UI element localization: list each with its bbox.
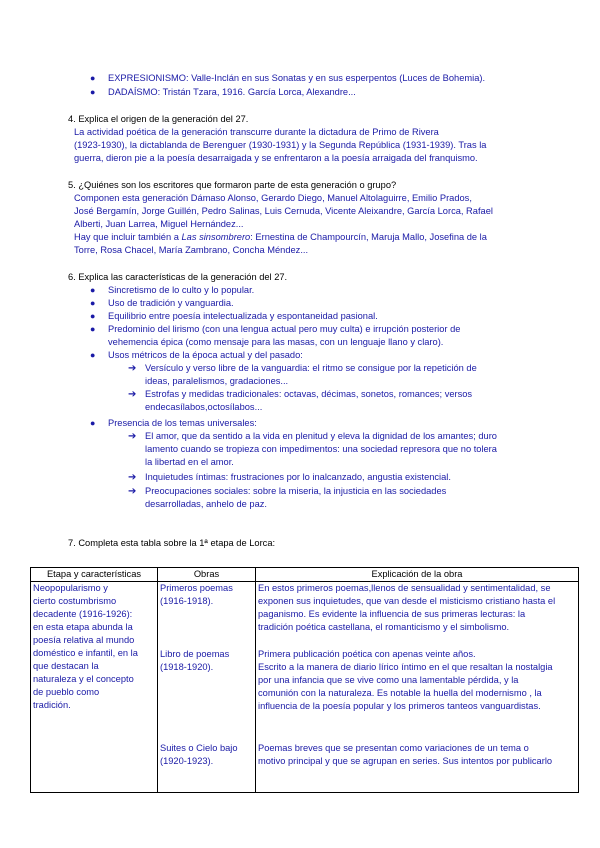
q6-bullet: Presencia de los temas universales: [108,418,257,428]
bullet-dot: ● [90,87,96,97]
explanation-line: influencia de la poesía popular y los primeros tanteos vanguardistas. [258,701,541,711]
q6-sub-bullet: Inquietudes íntimas: frustraciones por lo inalcanzado, angustia existencial. [145,472,451,482]
work-years: (1918-1920). [160,662,214,672]
q6-sub-bullet-cont: endecasílabos,octosílabos... [145,402,263,412]
answer-5-line: José Bergamín, Jorge Guillén, Pedro Salinas, Luis Cernuda, Vicente Aleixandre, García Lorca, Rafael [74,206,493,216]
extra-prefix: Hay que incluir también a [74,232,182,242]
explanation-cell [256,582,579,641]
work-cell [158,582,256,641]
header-etapa: Etapa y características [31,568,158,582]
question-7: 7. Completa esta tabla sobre la 1ª etapa de Lorca: [68,538,276,548]
explanation-line: Primera publicación poética con apenas veinte años. [258,649,476,659]
lorca-table [30,567,579,793]
q6-bullet: Predominio del lirismo (con una lengua actual pero muy culta) e irrupción posterior de [108,324,461,334]
extra-rest: : Ernestina de Champourcín, Maruja Mallo, Josefina de la [250,232,487,242]
work-cell [158,640,256,732]
explanation-line: motivo principal y que se agrupan en series. Sus intentos por publicarlo [258,756,553,766]
explanation-cell [256,732,579,793]
answer-5-extra [74,231,487,244]
explanation-line: En estos primeros poemas,llenos de sensualidad y sentimentalidad, se [258,583,551,593]
bullet-dot: ● [90,285,96,295]
explanation-line: tradición poética castellana, el romanticismo y el simbolismo. [258,622,510,632]
intro-bullet-expresionismo: EXPRESIONISMO: Valle-Inclán en sus Sonatas y en sus esperpentos (Luces de Bohemia). [108,73,486,83]
header-obras: Obras [158,568,256,582]
q6-sub-bullet: Preocupaciones sociales: sobre la miseria, la injusticia en las sociedades [145,486,447,496]
bullet-dot: ● [90,350,96,360]
stage-line: que destacan la [33,661,99,671]
work-title: Primeros poemas [160,583,233,593]
intro-bullet-dadaismo: DADAÍSMO: Tristán Tzara, 1916. García Lorca, Alexandre... [108,87,356,97]
bullet-dot: ● [90,324,96,334]
work-years: (1920-1923). [160,756,214,766]
stage-line: en esta etapa abunda la [33,622,133,632]
q6-bullet: Sincretismo de lo culto y lo popular. [108,285,255,295]
las-sinsombrero: Las sinsombrero [181,232,251,242]
bullet-dot: ● [90,418,96,428]
answer-4-line: guerra, dieron pie a la poesía desarraigada y se enfrentaron a la poesía arraigada del franquismo. [74,153,478,163]
q6-sub-bullet-cont: lamento cuando se tropieza con impedimentos: una sociedad represora que no tolera [145,444,497,454]
answer-4-line: La actividad poética de la generación transcurre durante la dictadura de Primo de Rivera [74,127,439,137]
stage-line: cierto costumbrismo [33,596,117,606]
arrow-icon: ➔ [128,389,137,400]
explanation-line: paganismo. Es evidente la influencia de sus primeras lecturas: la [258,609,526,619]
q6-sub-bullet-cont: desarrolladas, anhelo de paz. [145,499,267,509]
question-4: 4. Explica el origen de la generación del 27. [68,114,249,124]
explanation-line: por una infancia que se vive como una lamentable pérdida, y la [258,675,519,685]
explanation-line: Poemas breves que se presentan como variaciones de un tema o [258,743,529,753]
header-explicacion: Explicación de la obra [256,568,579,582]
answer-4-line: (1923-1930), la dictablanda de Berenguer (1930-1931) y la Segunda República (1931-1939). Tras la [74,140,487,150]
answer-5-extra-line2: Torre, Rosa Chacel, María Zambrano, Concha Méndez... [74,245,309,255]
stage-line: doméstico e infantil, en la [33,648,138,658]
stage-cell [31,582,158,793]
stage-line: de pueblo como [33,687,100,697]
stage-line: Neopopularismo y [33,583,108,593]
explanation-line: comunión con la naturaleza. Es notable la huella del modernismo , la [258,688,542,698]
answer-5-line: Alberti, Juan Larrea, Miguel Hernández... [74,219,244,229]
bullet-dot: ● [90,311,96,321]
work-cell [158,732,256,793]
arrow-icon: ➔ [128,363,137,374]
answer-5-line: Componen esta generación Dámaso Alonso, Gerardo Diego, Manuel Altolaguirre, Emilio Prados, [74,193,472,203]
explanation-cell [256,640,579,732]
bullet-dot: ● [90,298,96,308]
table-row [31,582,579,641]
arrow-icon: ➔ [128,486,137,497]
stage-line: poesía relativa al mundo [33,635,135,645]
q6-bullet: Equilibrio entre poesía intelectualizada y espontaneidad pasional. [108,311,378,321]
q6-bullet: Usos métricos de la época actual y del pasado: [108,350,303,360]
q6-bullet-cont: vehemencia épica (como mensaje para las masas, con un lenguaje llano y claro). [108,337,444,347]
q6-sub-bullet: Estrofas y medidas tradicionales: octavas, décimas, sonetos, romances; versos [145,389,473,399]
q6-bullet: Uso de tradición y vanguardia. [108,298,234,308]
q6-sub-bullet: Versículo y verso libre de la vanguardia: el ritmo se consigue por la repetición de [145,363,477,373]
question-5: 5. ¿Quiénes son los escritores que formaron parte de esta generación o grupo? [68,180,397,190]
bullet-dot: ● [90,73,96,83]
question-6: 6. Explica las características de la generación del 27. [68,272,288,282]
stage-line: decadente (1916-1926): [33,609,133,619]
q6-sub-bullet-cont: la libertad en el amor. [145,457,234,467]
stage-line: tradición. [33,700,71,710]
work-title: Libro de poemas [160,649,230,659]
explanation-line: exponen sus inquietudes, que van desde el misticismo cristiano hasta el [258,596,556,606]
explanation-line: Escrito a la manera de diario lírico íntimo en el que resaltan la nostalgia [258,662,553,672]
q6-sub-bullet-cont: ideas, paralelismos, gradaciones... [145,376,289,386]
q6-sub-bullet: El amor, que da sentido a la vida en plenitud y eleva la dignidad de los amantes; duro [145,431,497,441]
arrow-icon: ➔ [128,431,137,442]
table-header-row [31,568,579,582]
work-years: (1916-1918). [160,596,214,606]
stage-line: naturaleza y el concepto [33,674,134,684]
arrow-icon: ➔ [128,472,137,483]
work-title: Suites o Cielo bajo [160,743,238,753]
